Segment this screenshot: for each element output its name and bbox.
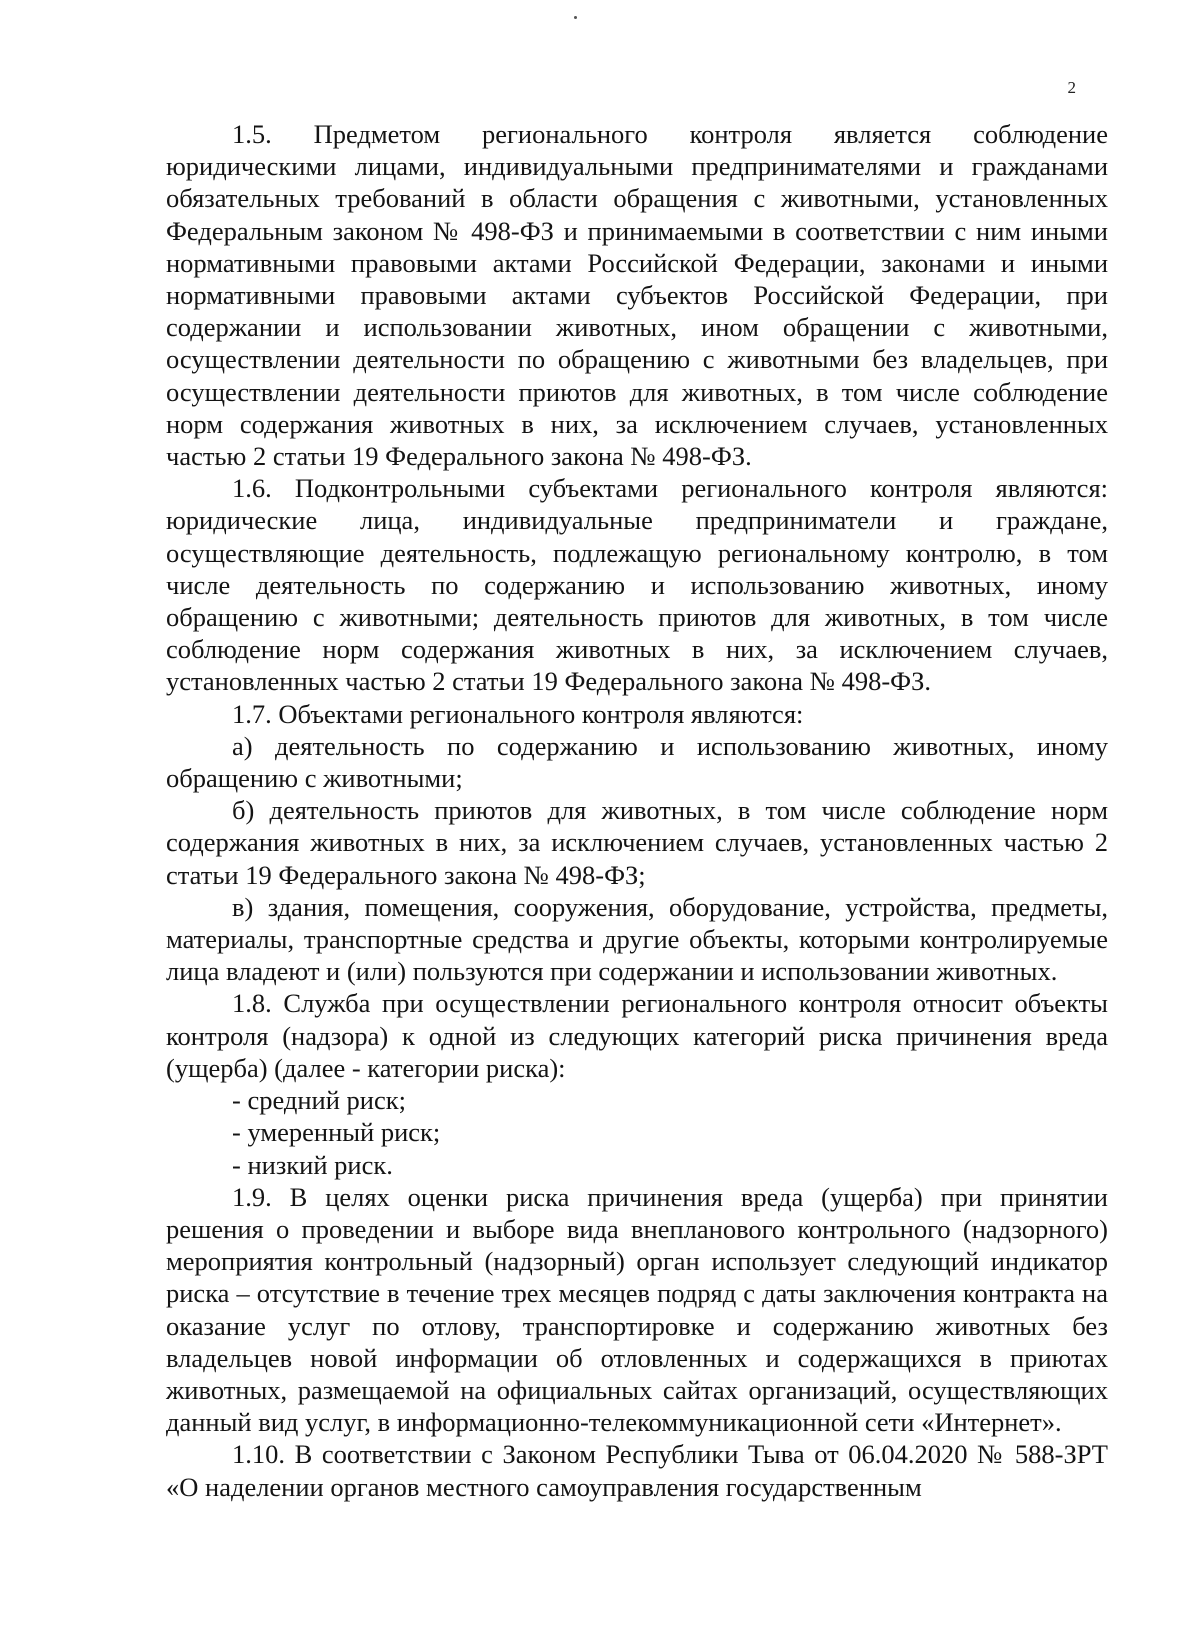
scan-speck bbox=[574, 16, 577, 19]
page-number: 2 bbox=[1067, 78, 1076, 97]
paragraph-1-8: 1.8. Служба при осуществлении регионального контроля относит объекты контроля (надзора) к одной из следующих категорий риска причинения вреда (ущерба) (далее - категории риска): bbox=[166, 988, 1108, 1083]
paragraph-1-5: 1.5. Предметом регионального контроля является соблюдение юридическими лицами, индивидуальными предпринимателями и гражданами обязательных требований в области обращения с животными, установленных Федеральным законом № 498-ФЗ и принимаемыми в соответствии с ним иными нормативными правовыми актами Российской Федерации, законами и иными нормативными правовыми актами субъектов Российской Федерации, при содержании и использовании животных, ином обращении с животными, осуществлении деятельности по обращению с животными без владельцев, при осуществлении деятельности приютов для животных, в том числе соблюдение норм содержания животных в них, за исключением случаев, установленных частью 2 статьи 19 Федерального закона № 498-ФЗ. bbox=[166, 119, 1108, 472]
list-item-a: а) деятельность по содержанию и использованию животных, иному обращению с животными; bbox=[166, 730, 1108, 794]
risk-category-moderate: - умеренный риск; bbox=[232, 1117, 441, 1148]
paragraph-1-9: 1.9. В целях оценки риска причинения вреда (ущерба) при принятии решения о проведении и выборе вида внепланового контрольного (надзорного) мероприятия контрольный (надзорный) орган использует следующий индикатор риска – отсутствие в течение трех месяцев подряд с даты заключения контракта на оказание услуг по отлову, транспортировке и содержанию животных без владельцев новой информации об отловленных и содержащихся в приютах животных, размещаемой на официальных сайтах организаций, осуществляющих данный вид услуг, в информационно-телекоммуникационной сети «Интернет». bbox=[166, 1181, 1108, 1438]
paragraph-1-10: 1.10. В соответствии с Законом Республики Тыва от 06.04.2020 № 588-ЗРТ «О наделении органов местного самоуправления государственным bbox=[166, 1439, 1108, 1502]
paragraph-1-7: 1.7. Объектами регионального контроля являются: bbox=[232, 698, 804, 729]
risk-category-medium: - средний риск; bbox=[232, 1085, 406, 1116]
document-body bbox=[166, 118, 1108, 1503]
paragraph-1-6: 1.6. Подконтрольными субъектами регионального контроля являются: юридические лица, индивидуальные предприниматели и граждане, осуществляющие деятельность, подлежащую региональному контролю, в том числе деятельность по содержанию и использованию животных, иному обращению с животными; деятельность приютов для животных, в том числе соблюдение норм содержания животных в них, за исключением случаев, установленных частью 2 статьи 19 Федерального закона № 498-ФЗ. bbox=[166, 473, 1108, 697]
list-item-v: в) здания, помещения, сооружения, оборудование, устройства, предметы, материалы, транспортные средства и другие объекты, которыми контролируемые лица владеют и (или) пользуются при содержании и использовании животных. bbox=[166, 891, 1108, 987]
risk-category-low: - низкий риск. bbox=[232, 1149, 393, 1180]
list-item-b: б) деятельность приютов для животных, в том числе соблюдение норм содержания животных в них, за исключением случаев, установленных частью 2 статьи 19 Федерального закона № 498-ФЗ; bbox=[166, 795, 1108, 890]
